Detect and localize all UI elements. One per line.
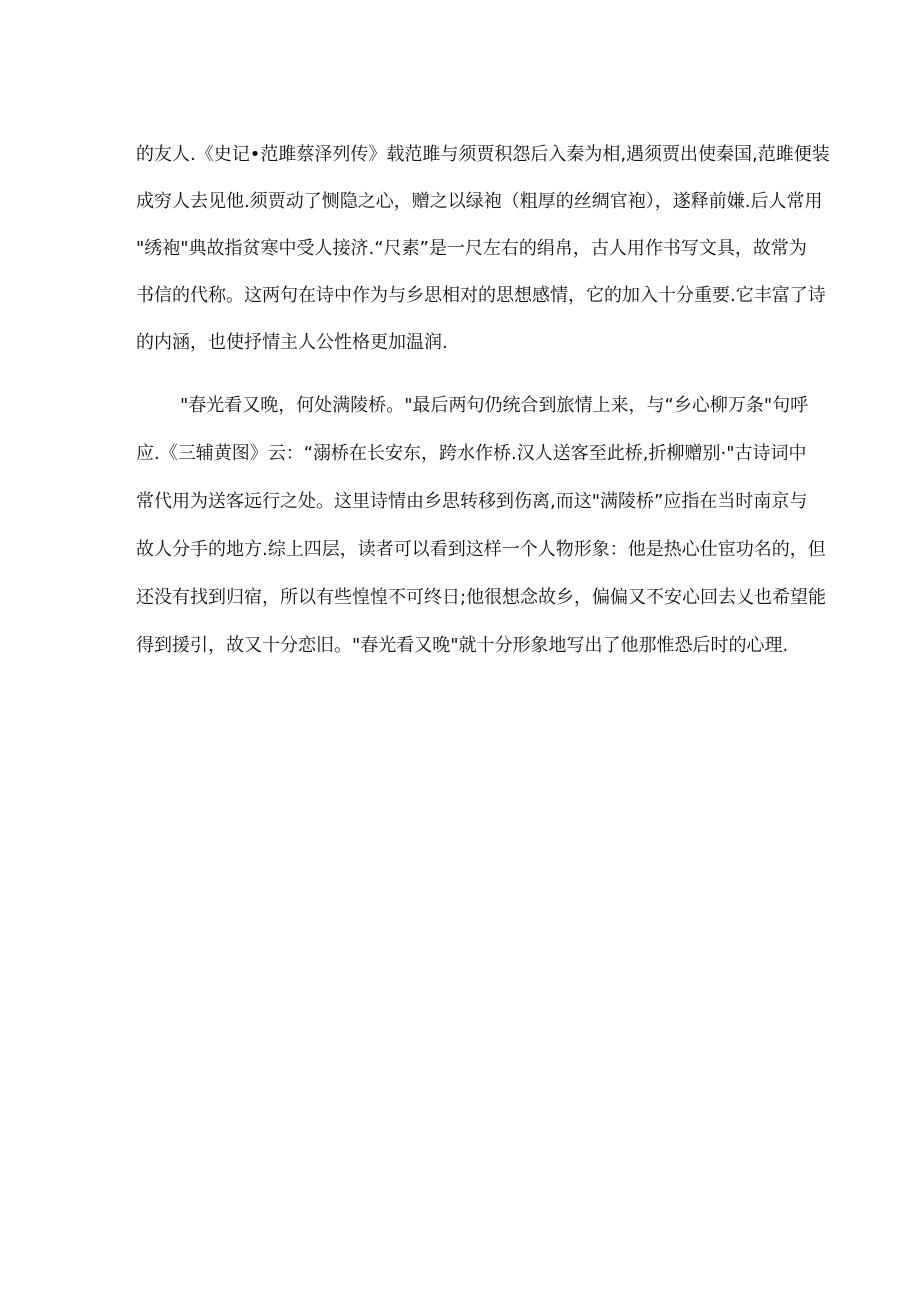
paragraph-2-line-6: 得到援引，故又十分恋旧。"春光看又晚"就十分形象地写出了他那惟恐后时的心理. bbox=[136, 635, 789, 656]
paragraph-1-line-4: 书信的代称。这两句在诗中作为与乡思相对的思想感情，它的加入十分重要.它丰富了诗 bbox=[136, 285, 826, 306]
paragraph-2-line-1: "春光看又晚，何处满陵桥。"最后两句仍统合到旅情上来，与“乡心柳万条"句呼 bbox=[180, 395, 809, 416]
paragraph-2-line-2: 应.《三辅黄图》云：“溺桥在长安东，跨水作桥.汉人送客至此桥,折柳赠别·"古诗词中 bbox=[136, 443, 807, 464]
paragraph-2-line-5: 还没有找到归宿，所以有些惶惶不可终日;他很想念故乡，偏偏又不安心回去乂也希望能 bbox=[136, 587, 827, 608]
paragraph-2-line-3: 常代用为送客远行之处。这里诗情由乡思转移到伤离,而这"满陵桥”应指在当时南京与 bbox=[136, 491, 808, 512]
paragraph-1-line-5: 的内涵，也使抒情主人公性格更加温润. bbox=[136, 332, 448, 353]
paragraph-2-line-4: 故人分手的地方.综上四层，读者可以看到这样一个人物形象：他是热心仕宦功名的，但 bbox=[136, 539, 826, 560]
paragraph-1-line-3: "绣袍"典故指贫寒中受人接济.“尺素”是一尺左右的绢帛，古人用作书写文具，故常为 bbox=[136, 238, 807, 259]
paragraph-1-line-1: 的友人.《史记•范雎蔡泽列传》载范雎与须贾积怨后入秦为相,遇须贾出使秦国,范雎便装 bbox=[136, 144, 830, 165]
paragraph-1-line-2: 成穷人去见他.须贾动了恻隐之心，赠之以绿袍（粗厚的丝绸官袍），遂释前嫌.后人常用 bbox=[136, 191, 823, 212]
